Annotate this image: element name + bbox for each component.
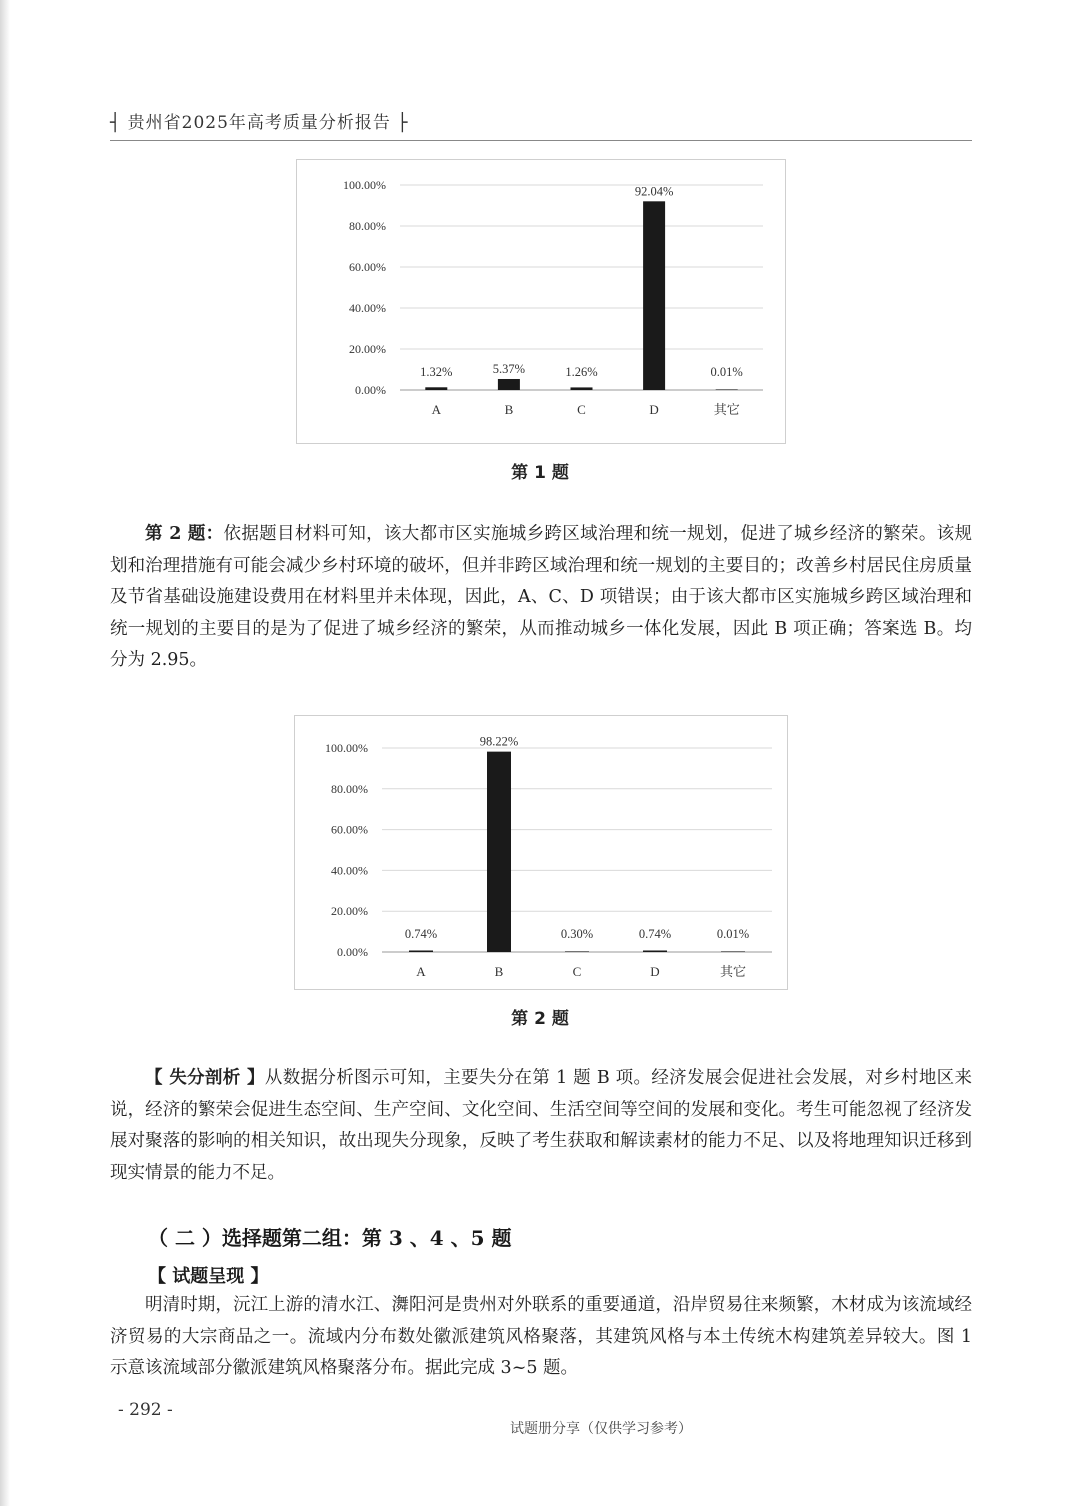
y-tick-label: 40.00% [331,863,368,878]
y-tick-label: 80.00% [349,219,386,233]
data-label: 92.04% [634,184,674,199]
bar-其它 [716,389,738,390]
section-title: （ 二 ）选择题第二组：第 3 、4 、5 题 [148,1226,512,1250]
x-tick-label: C [572,964,582,979]
y-tick-label: 20.00% [349,342,386,356]
question-2-lead: 第 2 题： [145,524,224,544]
chart-2-svg [295,716,787,989]
bar-B [498,379,520,390]
data-label: 0.01% [716,927,750,941]
header-rule [110,140,972,141]
y-tick-label: 80.00% [331,781,368,796]
footer-note: 试题册分享（仅供学习参考） [510,1421,692,1437]
chart-question-1 [296,159,786,444]
x-tick-label: A [431,402,441,417]
x-tick-label: 其它 [719,964,747,979]
chart-1-svg [297,160,785,443]
data-label: 0.74% [404,927,438,941]
y-tick-label: 100.00% [343,178,386,192]
y-tick-label: 0.00% [355,383,386,397]
y-tick-label: 40.00% [349,301,386,315]
bar-C [565,951,589,952]
x-tick-label: A [416,964,426,979]
bar-B [487,752,511,952]
error-analysis-text: 从数据分析图示可知，主要失分在第 1 题 B 项。经济发展会促进社会发展，对乡村地区来说，经济的繁荣会促进生态空间、生产空间、文化空间、生活空间等空间的发展和变化。考生可能忽视了经济发展对聚落的影响的相关知识，故出现失分现象，反映了考生获取和解读素材的能力不足、以及将地理知识迁移到现实情景的能力不足。 [110,1068,973,1183]
x-tick-label: C [577,402,586,417]
data-label: 0.30% [560,927,594,941]
y-tick-label: 60.00% [349,260,386,274]
question-material-text: 明清时期，沅江上游的清水江、㵲阳河是贵州对外联系的重要通道，沿岸贸易往来频繁，木材成为该流域经济贸易的大宗商品之一。流域内分布数处徽派建筑风格聚落，其建筑风格与本土传统木构建筑差异较大。图 1 示意该流域部分徽派建筑风格聚落分布。据此完成 3~5 题。 [110,1295,972,1378]
bar-A [425,387,447,390]
data-label: 5.37% [492,361,526,376]
bar-D [643,201,665,390]
data-label: 1.32% [420,365,453,379]
x-tick-label: D [650,964,660,979]
chart-1-caption: 第 1 题 [511,463,569,483]
question-2-explanation [110,519,972,677]
page-edge-shadow [0,0,10,1506]
data-label: 0.01% [710,365,743,379]
x-tick-label: B [504,402,514,417]
x-tick-label: D [649,402,659,417]
y-tick-label: 100.00% [325,741,368,755]
y-tick-label: 20.00% [331,904,368,919]
chart-2-caption: 第 2 题 [511,1009,569,1029]
x-tick-label: B [494,964,504,979]
y-tick-label: 0.00% [337,945,368,959]
bar-其它 [721,951,745,952]
error-analysis [110,1063,972,1189]
subsection-title: 【 试题呈现 】 [148,1266,269,1287]
bar-D [643,950,667,952]
data-label: 0.74% [638,927,672,941]
question-2-text: 依据题目材料可知，该大都市区实施城乡跨区域治理和统一规划，促进了城乡经济的繁荣。该规划和治理措施有可能会减少乡村环境的破坏，但并非跨区域治理和统一规划的主要目的；改善乡村居民住房质量及节省基础设施建设费用在材料里并未体现，因此，A、C、D 项错误；由于该大都市区实施城乡跨区域治理和统一规划的主要目的是为了促进了城乡经济的繁荣，从而推动城乡一体化发展，因此 B 项正确；答案选 B。均分为 2.95。 [110,524,972,670]
data-label: 98.22% [479,734,519,749]
running-header: ┤ 贵州省2025年高考质量分析报告 ├ [110,113,409,133]
page-number: - 292 - [118,1400,173,1420]
bar-A [409,950,433,952]
x-tick-label: 其它 [713,402,740,417]
chart-question-2 [294,715,788,990]
error-analysis-lead: 【 失分剖析 】 [145,1068,265,1088]
question-material [110,1290,972,1385]
y-tick-label: 60.00% [331,822,368,837]
data-label: 1.26% [565,365,598,379]
bar-C [571,387,593,390]
